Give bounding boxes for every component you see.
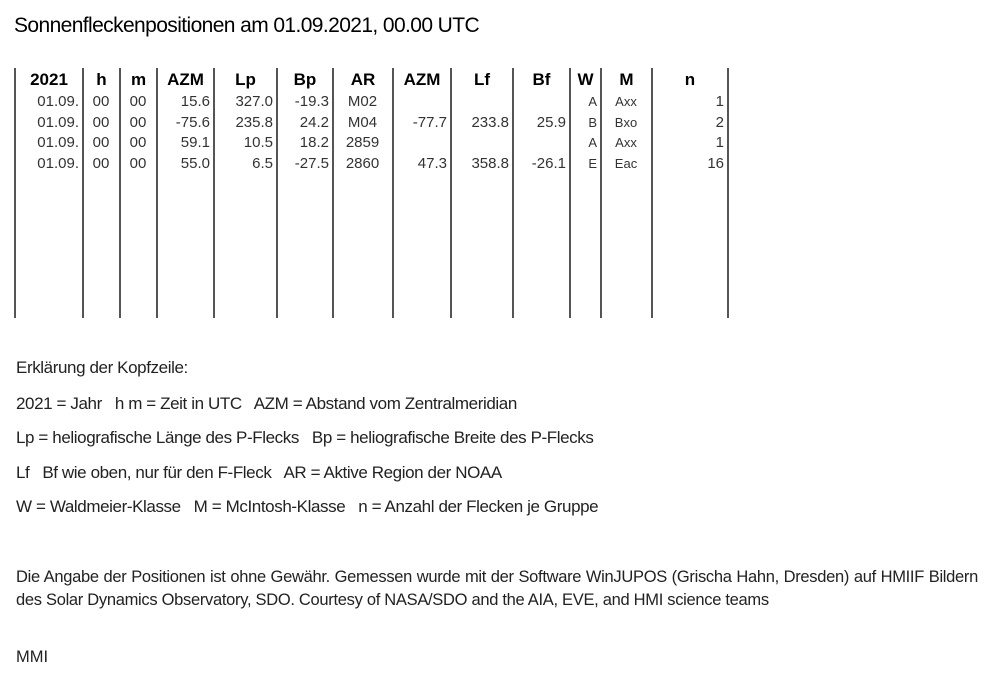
table-cell-n: 1	[715, 134, 724, 151]
column-header-azm_p: AZM	[167, 70, 204, 89]
table-cell-bf: -26.1	[531, 154, 566, 172]
column-header-n: n	[684, 70, 696, 89]
table-cell-h: 00	[92, 154, 110, 172]
table-cell-m: 00	[129, 113, 147, 131]
table-cell-azm_f: -77.7	[412, 113, 447, 131]
table-cell-w: E	[588, 155, 597, 171]
table-cell-ar: 2860	[345, 154, 380, 172]
table-cell-bp: -27.5	[294, 154, 329, 172]
table-cell-n: 16	[707, 154, 724, 172]
table-cell-azm_p: 55.0	[180, 154, 210, 172]
table-cell-lp: 235.8	[235, 113, 273, 131]
column-header-lp: Lp	[235, 70, 256, 89]
table-cell-mc: Axx	[615, 135, 637, 150]
column-divider	[332, 68, 334, 318]
table-cell-date: 01.09.	[37, 113, 79, 131]
table-cell-h: 00	[92, 93, 110, 110]
table-cell-ar: M04	[347, 113, 378, 131]
table-cell-h: 00	[92, 113, 110, 131]
column-header-lf: Lf	[473, 70, 491, 89]
column-header-mc: M	[619, 70, 634, 89]
column-divider	[14, 68, 16, 318]
page-title: Sonnenfleckenpositionen am 01.09.2021, 00.00 UTC	[14, 14, 480, 37]
table-cell-lp: 6.5	[252, 154, 273, 172]
table-cell-date: 01.09.	[37, 93, 79, 110]
disclaimer-text: Die Angabe der Positionen ist ohne Gewähr. Gemessen wurde mit der Software WinJUPOS (Grischa Hahn, Dresden) auf HMIIF Bildern des Solar Dynamics Observatory, SDO. Courtesy of NASA/SDO and the AIA, EVE, and HMI science teams	[16, 568, 978, 609]
table-cell-w: B	[588, 114, 597, 130]
column-divider	[512, 68, 514, 318]
table-cell-bf: 25.9	[536, 113, 566, 131]
table-cell-w: A	[588, 135, 597, 150]
column-divider	[119, 68, 121, 318]
column-divider	[651, 68, 653, 318]
column-header-h: h	[96, 70, 107, 89]
table-cell-lf: 358.8	[471, 154, 509, 172]
table-cell-n: 1	[715, 93, 724, 110]
column-header-m: m	[130, 70, 147, 89]
table-cell-mc: Eac	[614, 155, 638, 171]
column-divider	[276, 68, 278, 318]
table-cell-m: 00	[129, 154, 147, 172]
column-divider	[600, 68, 602, 318]
column-divider	[82, 68, 84, 318]
table-cell-azm_p: -75.6	[175, 113, 210, 131]
table-cell-date: 01.09.	[37, 154, 79, 172]
column-header-ar: AR	[350, 70, 376, 89]
column-header-azm_f: AZM	[403, 70, 441, 89]
legend-line-4: W = Waldmeier-Klasse M = McIntosh-Klasse n = Anzahl der Flecken je Gruppe	[16, 497, 599, 516]
table-cell-date: 01.09.	[37, 134, 79, 151]
column-divider	[727, 68, 729, 318]
column-divider	[392, 68, 394, 318]
table-cell-azm_p: 15.6	[180, 93, 210, 110]
table-cell-mc: Axx	[615, 94, 637, 109]
table-cell-bp: 18.2	[299, 134, 329, 151]
table-cell-bp: -19.3	[294, 93, 329, 110]
sunspot-table	[0, 68, 740, 318]
table-cell-ar: 2859	[345, 134, 380, 151]
table-cell-m: 00	[129, 93, 147, 110]
table-cell-h: 00	[92, 134, 110, 151]
column-header-w: W	[577, 70, 594, 89]
legend-heading: Erklärung der Kopfzeile:	[16, 358, 188, 377]
table-cell-m: 00	[129, 134, 147, 151]
column-divider	[569, 68, 571, 318]
table-cell-n: 2	[715, 113, 724, 131]
legend-line-1: 2021 = Jahr h m = Zeit in UTC AZM = Abstand vom Zentralmeridian	[16, 394, 517, 413]
table-cell-mc: Bxo	[614, 114, 638, 130]
legend-line-3: Lf Bf wie oben, nur für den F-Fleck AR = Aktive Region der NOAA	[16, 463, 502, 482]
column-divider	[156, 68, 158, 318]
table-cell-lf: 233.8	[471, 113, 509, 131]
column-header-bf: Bf	[532, 70, 551, 89]
column-divider	[213, 68, 215, 318]
table-cell-w: A	[588, 94, 597, 109]
table-cell-lp: 10.5	[243, 134, 273, 151]
signature: MMI	[16, 648, 49, 666]
table-cell-lp: 327.0	[235, 93, 273, 110]
table-cell-bp: 24.2	[299, 113, 329, 131]
table-cell-azm_p: 59.1	[180, 134, 210, 151]
column-header-bp: Bp	[293, 70, 317, 89]
column-header-date: 2021	[30, 70, 68, 89]
legend-line-2: Lp = heliografische Länge des P-Flecks Bp = heliografische Breite des P-Flecks	[16, 428, 594, 447]
column-divider	[450, 68, 452, 318]
table-cell-azm_f: 47.3	[417, 154, 447, 172]
table-cell-ar: M02	[347, 93, 378, 110]
